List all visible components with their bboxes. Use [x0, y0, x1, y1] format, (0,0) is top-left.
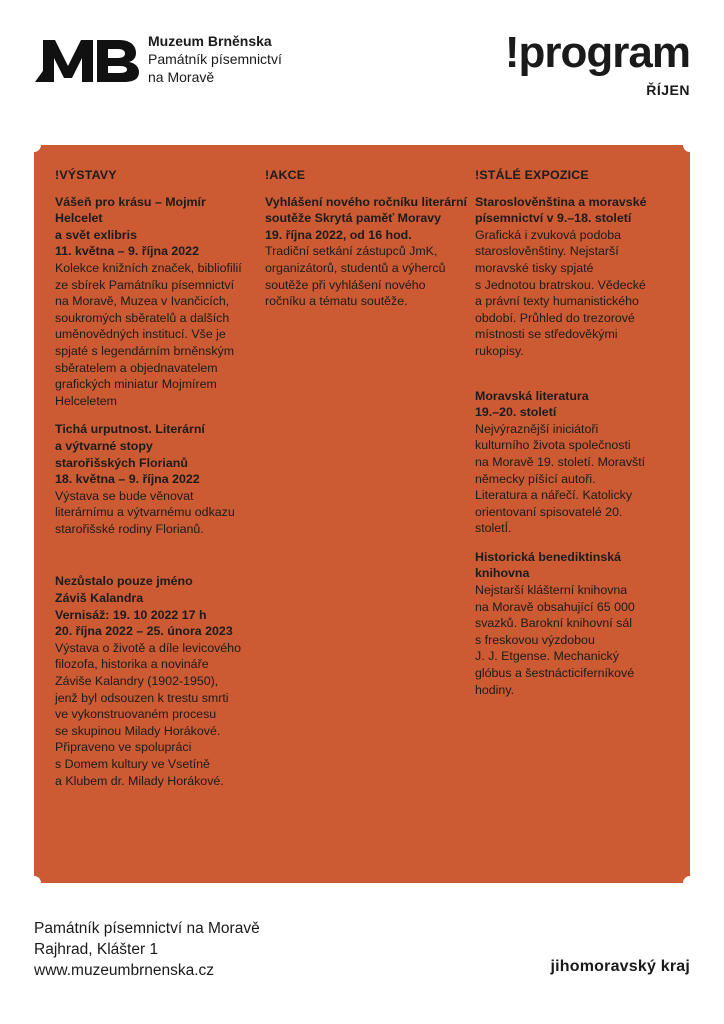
region-logo: jihomoravský kraj: [550, 958, 690, 975]
entry-title: Staroslověnština a moravské písemnictví v 9.–18. století: [475, 194, 647, 226]
entry-title: Vášeň pro krásu – Mojmír Helcelet a svět exlibris 11. května – 9. října 2022: [55, 194, 206, 259]
corner-notch: [683, 138, 697, 152]
museum-name-line2: Památník písemnictví: [148, 51, 282, 67]
exposition-entry: [475, 388, 675, 537]
corner-notch: [27, 876, 41, 890]
museum-name: [148, 32, 282, 86]
entry-title: Historická benediktinská knihovna: [475, 549, 621, 581]
corner-notch: [27, 138, 41, 152]
column-heading: !AKCE: [265, 168, 306, 182]
event-entry: [265, 194, 475, 310]
exposition-entry: [475, 194, 675, 360]
website-link[interactable]: www.muzeumbrnenska.cz: [34, 962, 215, 979]
column-vystavy: [55, 167, 255, 789]
column-heading: !STÁLÉ EXPOZICE: [475, 168, 589, 182]
entry-text: Výstava o životě a díle levicového filozofa, historika a novináře Záviše Kalandry (1902-1950), jenž byl odsouzen k trestu smrti ve vykonstruovaném procesu se skupinou Milady Horákové. Připraveno ve spolupráci s Domem kultury ve Vsetíně a Klubem dr. Milady Horákové.: [55, 640, 241, 788]
entry-text: Nejstarší klášterní knihovna na Moravě obsahující 65 000 svazků. Barokní knihovní sál s freskovou výzdobou J. J. Etgense. Mechanický glóbus a šestnácticiferníkové hodiny.: [475, 583, 635, 697]
program-month: ŘÍJEN: [646, 82, 690, 98]
program-title: !program: [504, 28, 690, 77]
footer-address: [34, 918, 260, 981]
entry-title: Vyhlášení nového ročníku literární soutěže Skrytá paměť Moravy 19. října 2022, od 16 hod.: [265, 194, 467, 242]
program-panel: [34, 145, 690, 883]
address-line2: Rajhrad, Klášter 1: [34, 941, 159, 958]
entry-text: Kolekce knižních značek, bibliofilií ze sbírek Památníku písemnictví na Moravě, Muzea v Ivančicích, soukromých sběratelů a dalších uměnovědných institucí. Vše je spjaté s legendárním brněnským sběratelem a objednavatelem grafických miniatur Mojmírem Helceletem: [55, 260, 242, 408]
mb-logo-icon: [35, 34, 140, 84]
exhibition-entry: [55, 421, 255, 537]
corner-notch: [683, 876, 697, 890]
column-expozice: [475, 167, 675, 698]
entry-title: Tichá urputnost. Literární a výtvarné stopy starořišských Florianů 18. května – 9. října 2022: [55, 422, 205, 487]
entry-text: Nejvýraznější iniciátoři kulturního života společnosti na Moravě 19. století. Moravští německy píšící autoři. Literatura a nářečí. Katolicky orientovaní spisovatelé 20. stoletÍ.: [475, 421, 646, 536]
entry-title: Moravská literatura 19.–20. století: [475, 388, 589, 420]
museum-name-line1: Muzeum Brněnska: [148, 33, 272, 49]
column-akce: [265, 167, 475, 310]
exposition-entry: [475, 549, 675, 698]
museum-name-line3: na Moravě: [148, 69, 215, 85]
exhibition-entry: [55, 573, 255, 789]
entry-title: Nezůstalo pouze jméno Záviš Kalandra Vernisáž: 19. 10 2022 17 h 20. října 2022 – 25. února 2023: [55, 574, 233, 639]
entry-text: Tradiční setkání zástupců JmK, organizátorů, studentů a výherců soutěže při vyhlášení nového ročníku a tématu soutěže.: [265, 244, 446, 309]
entry-text: Grafická i zvuková podoba staroslověnštiny. Nejstarší moravské tisky spjaté s Jednotou bratrskou. Vědecké a právní texty humanistického období. Průhled do trezorové místnosti se středověkými rukopisy.: [475, 227, 646, 358]
column-heading: !VÝSTAVY: [55, 168, 117, 182]
entry-text: Výstava se bude věnovat literárnímu a výtvarnému odkazu starořišské rodiny Florianů.: [55, 488, 235, 536]
address-line1: Památník písemnictví na Moravě: [34, 920, 260, 937]
exhibition-entry: [55, 194, 255, 410]
